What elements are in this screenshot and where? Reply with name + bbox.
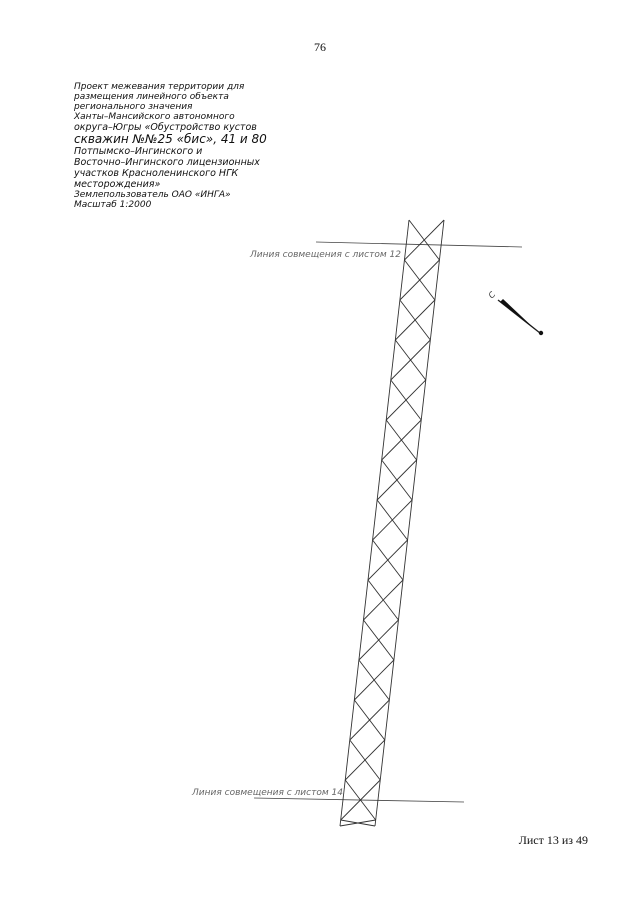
title-line: Потпымско–Ингинского и: [74, 146, 203, 157]
corridor-brace: [404, 220, 444, 260]
north-arrow-label: С: [486, 290, 498, 301]
title-line: Землепользователь ОАО «ИНГА»: [74, 190, 231, 200]
corridor-brace: [377, 460, 417, 500]
corridor-left-edge: [340, 220, 409, 826]
title-line: Масштаб 1:2000: [74, 200, 152, 210]
corridor-brace: [345, 740, 385, 780]
corridor-brace: [373, 500, 413, 540]
top-match-line: [316, 242, 522, 247]
corridor-brace: [368, 540, 408, 580]
title-line: Ханты–Мансийского автономного: [74, 112, 235, 122]
corridor-brace: [391, 340, 431, 380]
north-arrow: [487, 290, 543, 335]
corridor-brace: [395, 300, 435, 340]
title-line: регионального значения: [74, 102, 193, 112]
corridor-brace: [363, 580, 403, 620]
corridor-brace: [400, 260, 440, 300]
corridor-brace: [359, 620, 399, 660]
corridor-strip: [340, 220, 444, 826]
title-line: участков Красноленинского НГК: [74, 168, 239, 179]
corridor-brace: [386, 380, 426, 420]
corridor-brace: [354, 660, 394, 700]
top-match-label: Линия совмещения с листом 12: [250, 250, 401, 260]
title-line: округа–Югры «Обустройство кустов: [74, 122, 257, 133]
corridor-brace: [382, 420, 422, 460]
page-number: 76: [314, 40, 326, 54]
corridor-right-edge: [375, 220, 444, 826]
title-line: скважин №№25 «бис», 41 и 80: [74, 132, 267, 146]
title-line: месторождения»: [74, 179, 161, 190]
title-line: Восточно–Ингинского лицензионных: [74, 157, 260, 168]
corridor-brace: [350, 700, 390, 740]
title-line: размещения линейного объекта: [74, 92, 229, 102]
bottom-match-label: Линия совмещения с листом 14: [192, 788, 343, 798]
sheet-counter: Лист 13 из 49: [518, 833, 588, 847]
title-line: Проект межевания территории для: [74, 82, 245, 92]
